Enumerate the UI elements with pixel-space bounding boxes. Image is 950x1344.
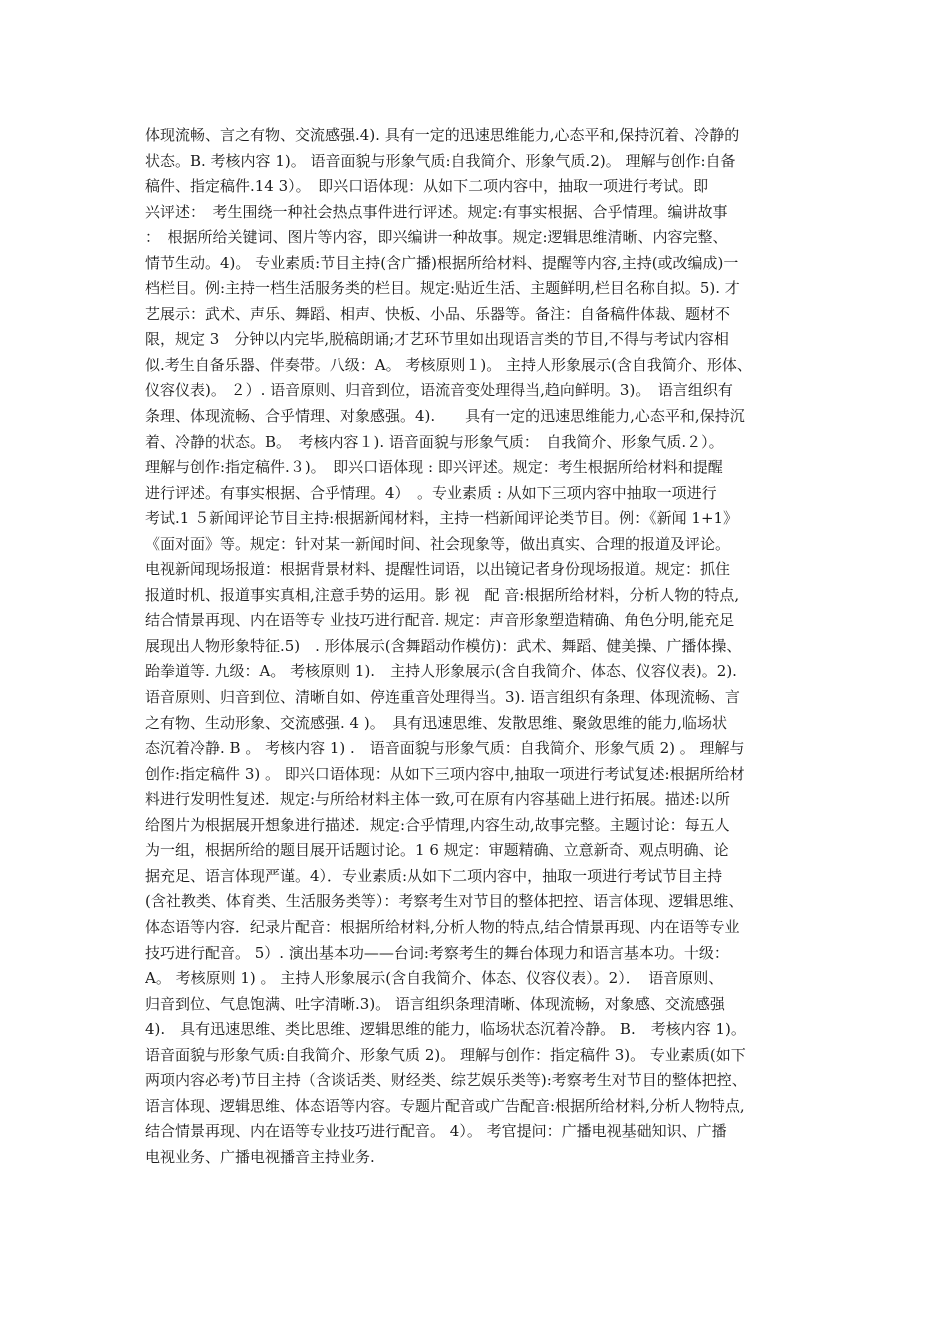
text-line: 归音到位、气息饱满、吐字清晰.3)。 语言组织条理清晰、体现流畅，对象感、交流感强 bbox=[145, 994, 725, 1013]
text-line: 态沉着冷静. B 。 考核内容 1) . 语音面貌与形象气质：自我简介、形象气质 2) 。 理解与 bbox=[145, 739, 745, 758]
text-line: 据充足、语言体现严谨。4）．专业素质:从如下二项内容中，抽取一项进行考试节目主持 bbox=[145, 866, 723, 885]
text-line: 之有物、生动形象、交流感强. 4 )。 具有迅速思维、发散思维、聚敛思维的能力,临场状 bbox=[145, 713, 727, 732]
text-line: 跆拳道等. 九级：A。 考核原则 1). 主持人形象展示(含自我简介、体态、仪容仪表)。2). bbox=[145, 662, 737, 681]
text-line: 两项内容必考)节目主持（含谈话类、财经类、综艺娱乐类等):考察考生对节目的整体把控、 bbox=[145, 1071, 747, 1090]
text-line: 电视新闻现场报道：根据背景材料、提醒性词语，以出镜记者身份现场报道。规定：抓住 bbox=[145, 560, 731, 579]
text-line: 似.考生自备乐器、伴奏带。八级：A。 考核原则１)。 主持人形象展示(含自我简介、形体、 bbox=[145, 355, 752, 374]
text-line: 进行评述。有事实根据、合乎情理。4） 。专业素质 : 从如下三项内容中抽取一项进行 bbox=[145, 483, 717, 502]
text-line: 语音原则、归音到位、清晰自如、停连重音处理得当。3). 语言组织有条理、体现流畅、言 bbox=[145, 688, 740, 707]
text-line: 理解与创作:指定稿件.３)。 即兴口语体现 : 即兴评述。规定：考生根据所给材料和提醒 bbox=[145, 458, 723, 477]
text-line: 给图片为根据展开想象进行描述．规定:合乎情理,内容生动,故事完整。主题讨论：每五人 bbox=[145, 815, 730, 834]
text-line: 语音面貌与形象气质:自我简介、形象气质 2)。 理解与创作：指定稿件 3)。 专业素质(如下 bbox=[145, 1045, 746, 1064]
text-line: 着、冷静的状态。B。 考核内容１). 语音面貌与形象气质： 自我简介、形象气质.２）。 bbox=[145, 432, 724, 451]
text-line: 4). 具有迅速思维、类比思维、逻辑思维的能力，临场状态沉着冷静。 B. 考核内容 1)。 bbox=[145, 1020, 746, 1039]
text-line: A。 考核原则 1) 。 主持人形象展示(含自我简介、体态、仪容仪表）。2）． 语音原则、 bbox=[145, 969, 724, 988]
text-line: 仪容仪表)。 ２）. 语音原则、归音到位，语流音变处理得当,趋向鲜明。3)。 语言组织有 bbox=[145, 381, 733, 400]
text-line: 兴评述： 考生围绕一种社会热点事件进行评述。规定:有事实根据、合乎情理。编讲故事 bbox=[145, 202, 728, 221]
text-line: 技巧进行配音。 5）. 演出基本功——台词:考察考生的舞台体现力和语言基本功。十级： bbox=[145, 943, 729, 962]
text-line: 体态语等内容．纪录片配音：根据所给材料,分析人物的特点,结合情景再现、内在语等专业 bbox=[145, 917, 740, 936]
text-line: 报道时机、报道事实真相,注意手势的运用。影 视 配 音:根据所给材料，分析人物的特点, bbox=[145, 585, 740, 604]
text-line: 限，规定 3 分钟以内完毕,脱稿朗诵;才艺环节里如出现语言类的节目,不得与考试内容相 bbox=[145, 330, 729, 349]
text-line: 条理、体现流畅、合乎情理、对象感强。4). 具有一定的迅速思维能力,心态平和,保持沉 bbox=[145, 407, 745, 426]
text-line: 结合情景再现、内在语等专业技巧进行配音。 4）。 考官提问：广播电视基础知识、广播 bbox=[145, 1122, 727, 1141]
text-line: 状态。B. 考核内容 1)。 语音面貌与形象气质:自我简介、形象气质.2)。 理解与创作:自备 bbox=[145, 151, 736, 170]
text-line: 档栏目。例:主持一档生活服务类的栏目。规定:贴近生活、主题鲜明,栏目名称自拟。5). 才 bbox=[145, 279, 740, 298]
text-line: 创作:指定稿件 3) 。 即兴口语体现：从如下三项内容中,抽取一项进行考试复述:根据所给材 bbox=[145, 764, 745, 783]
text-line: 考试.1 ５新闻评论节目主持:根据新闻材料，主持一档新闻评论类节目。例：《新闻 1+1》 bbox=[145, 509, 739, 528]
text-line: 结合情景再现、内在语等专 业技巧进行配音. 规定：声音形象塑造精确、角色分明,能充足 bbox=[145, 611, 735, 630]
text-line: 语言体现、逻辑思维、体态语等内容。专题片配音或广告配音:根据所给材料,分析人物特点, bbox=[145, 1096, 745, 1115]
text-line: ： 根据所给关键词、图片等内容，即兴编讲一种故事。规定:逻辑思维清晰、内容完整、 bbox=[145, 228, 728, 247]
text-line: 为一组，根据所给的题目展开话题讨论。1 6 规定：审题精确、立意新奇、观点明确、论 bbox=[145, 841, 729, 860]
text-line: 电视业务、广播电视播音主持业务. bbox=[145, 1147, 375, 1166]
text-line: 展现出人物形象特征.5) . 形体展示(含舞蹈动作模仿)：武术、舞蹈、健美操、广播体操、 bbox=[145, 636, 742, 655]
text-line: 艺展示：武术、声乐、舞蹈、相声、快板、小品、乐器等。备注：自备稿件体裁、题材不 bbox=[145, 304, 731, 323]
text-line: (含社教类、体育类、生活服务类等）：考察考生对节目的整体把控、语言体现、逻辑思维、 bbox=[145, 892, 744, 911]
text-line: 《面对面》等。规定：针对某一新闻时间、社会现象等，做出真实、合理的报道及评论。 bbox=[145, 534, 731, 553]
text-line: 体现流畅、言之有物、交流感强.4). 具有一定的迅速思维能力,心态平和,保持沉着、冷静的 bbox=[145, 126, 740, 144]
text-line: 情节生动。4)。 专业素质:节目主持(含广播)根据所给材料、提醒等内容,主持(或改编成)一 bbox=[145, 253, 739, 272]
body-text bbox=[145, 123, 815, 1170]
text-line: 料进行发明性复述．规定:与所给材料主体一致,可在原有内容基础上进行拓展。描述:以所 bbox=[145, 790, 730, 809]
text-line: 稿件、指定稿件.14 3）。 即兴口语体现：从如下二项内容中，抽取一项进行考试。即 bbox=[145, 177, 709, 196]
